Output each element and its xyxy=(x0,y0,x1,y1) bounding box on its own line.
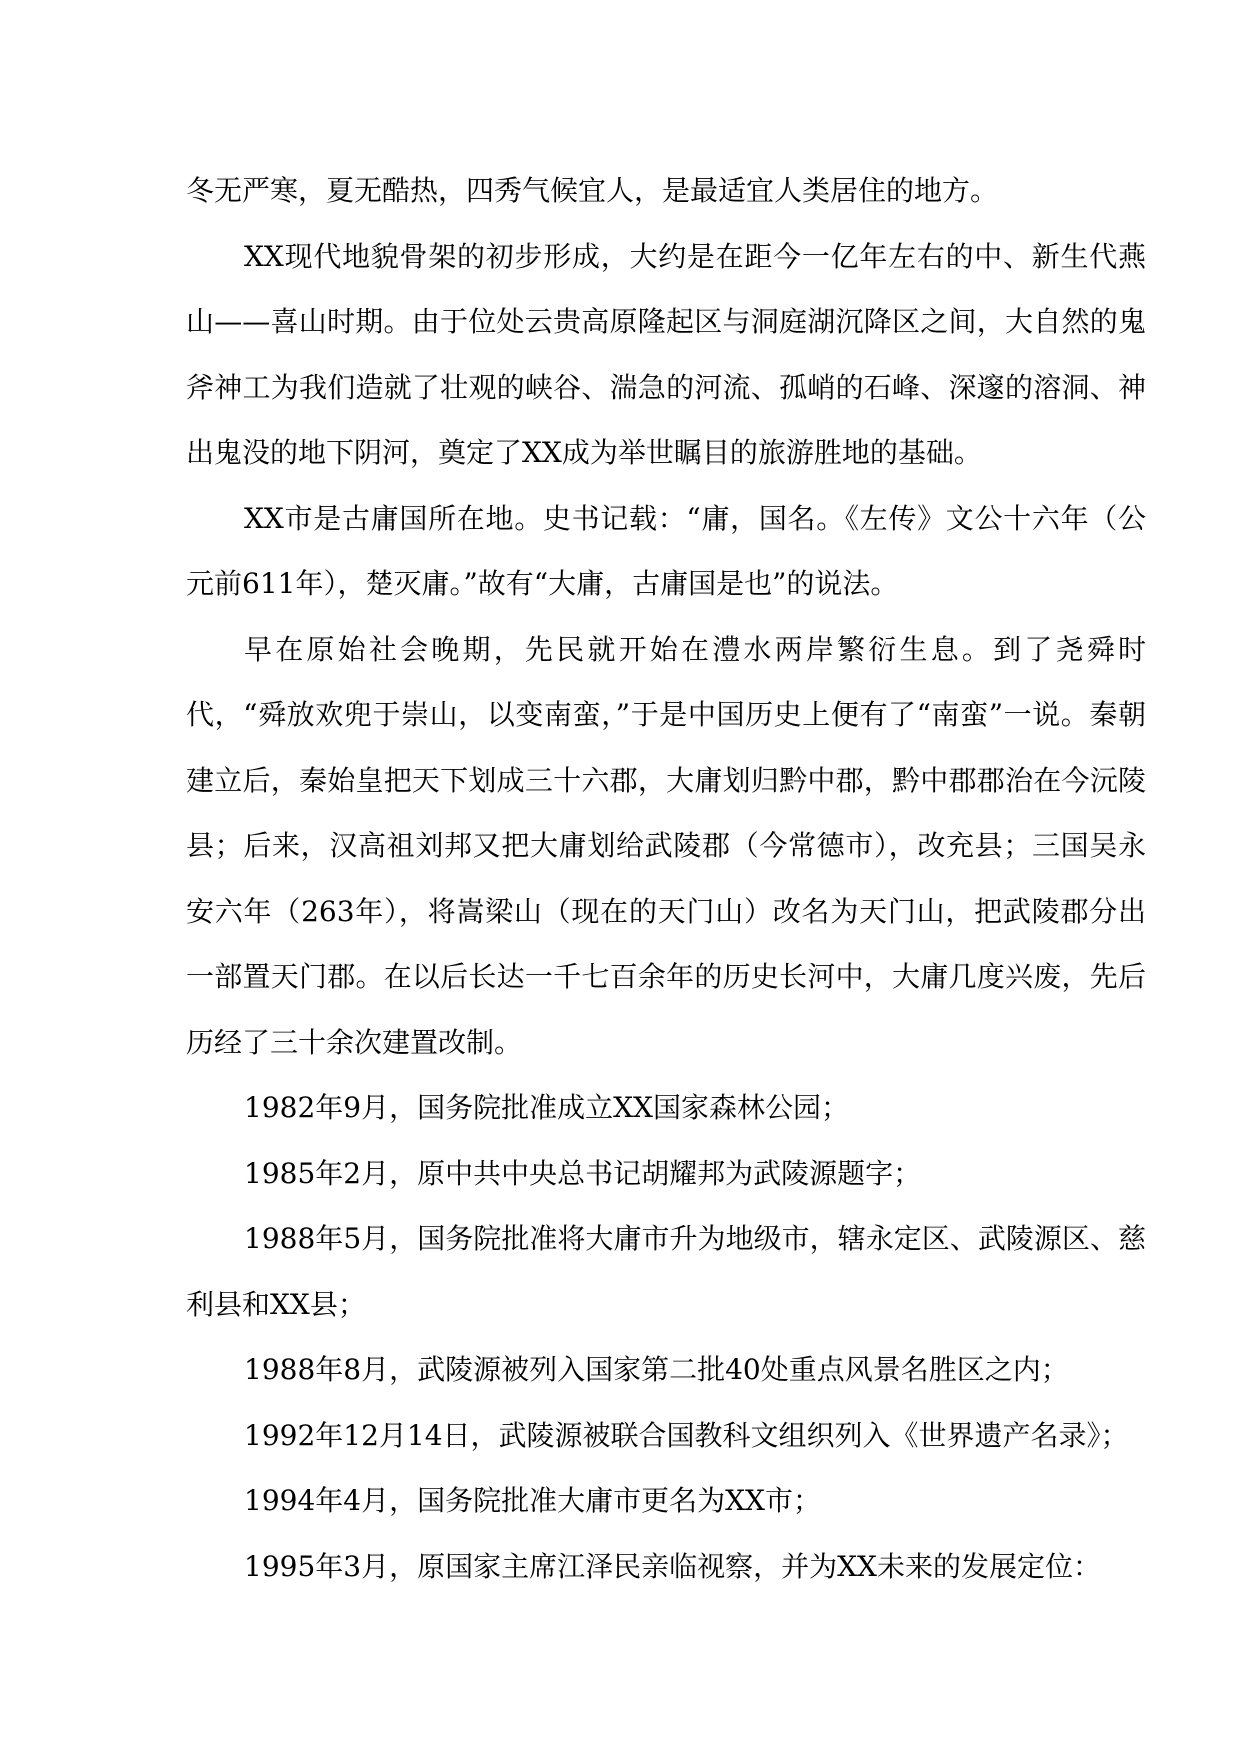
paragraph: 冬无严寒，夏无酷热，四秀气候宜人，是最适宜人类居住的地方。 xyxy=(186,174,999,207)
paragraph: 1985年2月，原中共中央总书记胡耀邦为武陵源题字； xyxy=(244,1156,922,1190)
document-body xyxy=(186,158,1146,1599)
paragraph: XX现代地貌骨架的初步形成，大约是在距今一亿年左右的中、新生代燕山——喜山时期。由于位处云贵高原隆起区与洞庭湖沉降区之间，大自然的鬼斧神工为我们造就了壮观的峡谷、湍急的河流、孤峭的石峰、深邃的溶洞、神出鬼没的地下阴河，奠定了XX成为举世瞩目的旅游胜地的基础。 xyxy=(186,239,1146,469)
paragraph: 1992年12月14日，武陵源被联合国教科文组织列入《世界遗产名录》； xyxy=(244,1418,1129,1452)
paragraph: XX市是古庸国所在地。史书记载：“庸，国名。《左传》文公十六年（公元前611年），楚灭庸。”故有“大庸，古庸国是也”的说法。 xyxy=(186,501,1146,600)
paragraph: 1995年3月，原国家主席江泽民亲临视察，并为XX未来的发展定位： xyxy=(244,1549,1101,1583)
paragraph: 1994年4月，国务院批准大庸市更名为XX市； xyxy=(244,1484,821,1517)
paragraph: 1988年5月，国务院批准将大庸市升为地级市，辖永定区、武陵源区、慈利县和XX县； xyxy=(186,1222,1146,1321)
paragraph: 早在原始社会晚期，先民就开始在澧水两岸繁衍生息。到了尧舜时代，“舜放欢兜于崇山，以变南蛮，”于是中国历史上便有了“南蛮”一说。秦朝建立后，秦始皇把天下划成三十六郡，大庸划归黔中郡，黔中郡郡治在今沅陵县；后来，汉高祖刘邦又把大庸划给武陵郡（今常德市），改充县；三国吴永安六年（263年），将嵩梁山（现在的天门山）改名为天门山，把武陵郡分出一部置天门郡。在以后长达一千七百余年的历史长河中，大庸几度兴废，先后历经了三十余次建置改制。 xyxy=(186,632,1146,1059)
paragraph: 1982年9月，国务院批准成立XX国家森林公园； xyxy=(244,1091,849,1124)
paragraph: 1988年8月，武陵源被列入国家第二批40处重点风景名胜区之内； xyxy=(244,1353,1069,1386)
